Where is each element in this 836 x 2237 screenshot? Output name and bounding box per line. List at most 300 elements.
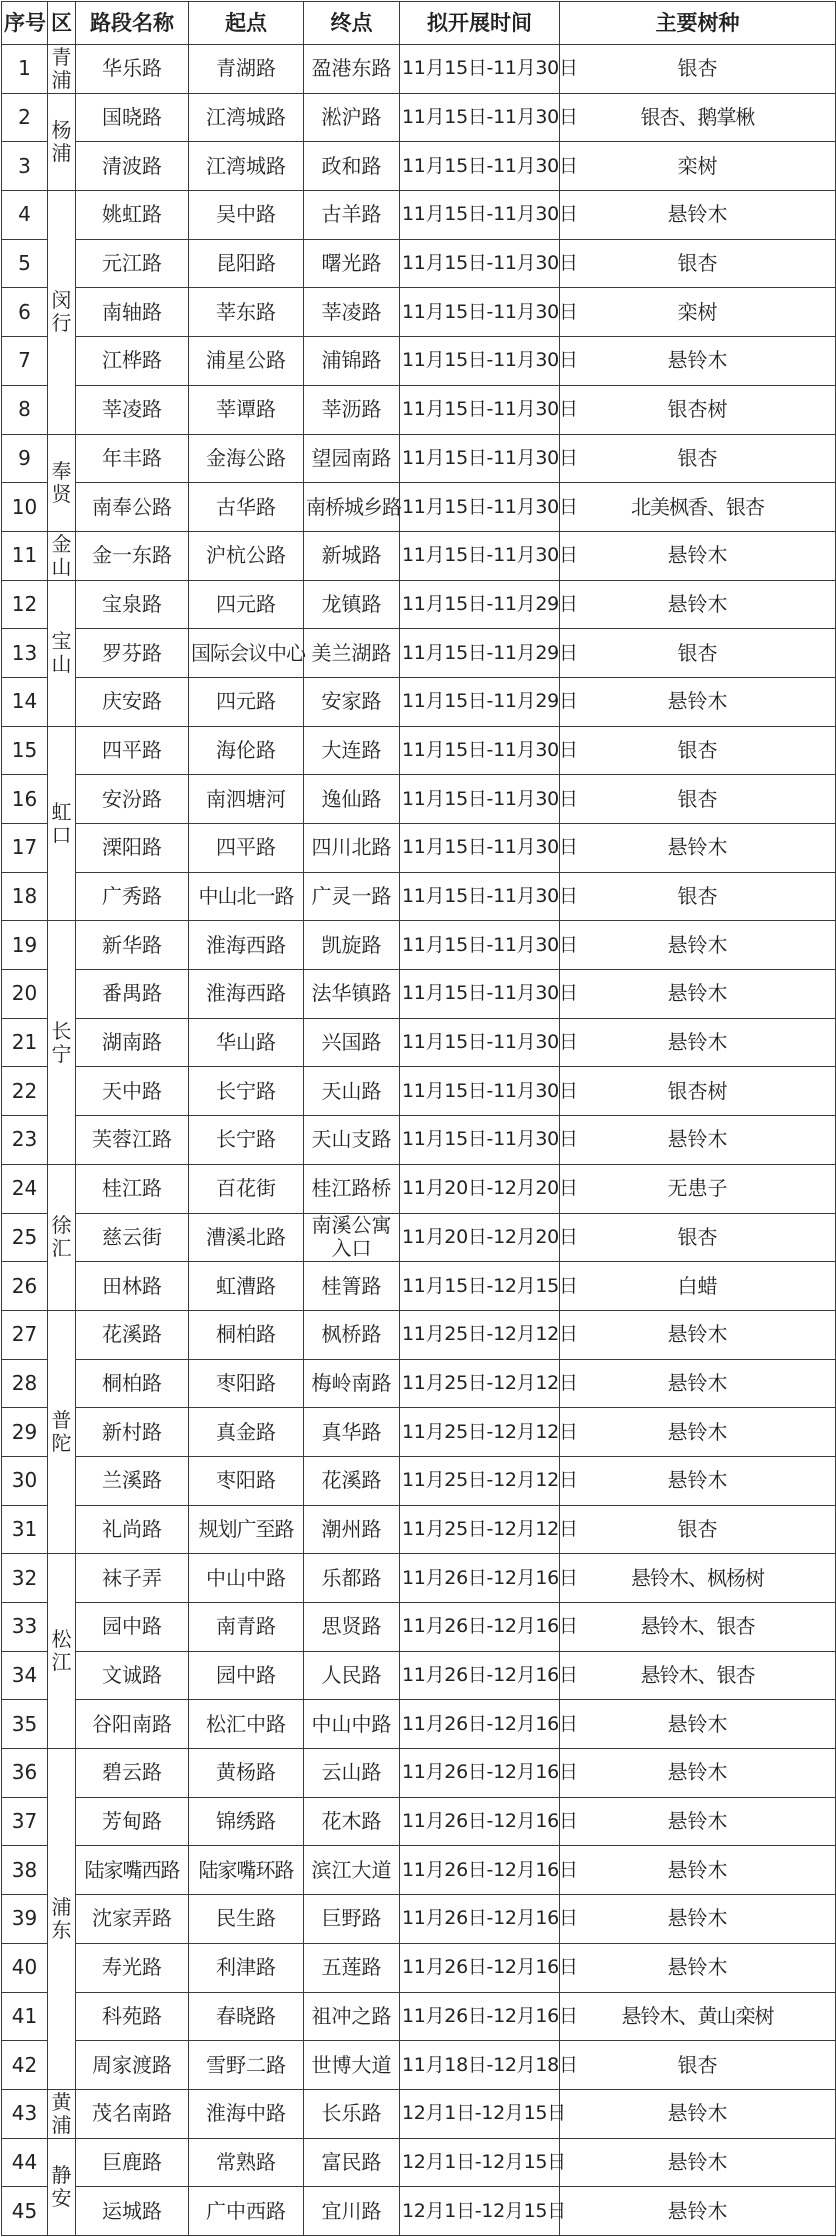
table-row [2, 726, 836, 775]
table-row [2, 1846, 836, 1895]
cell-planned-time: 11月26日-12月16日 [400, 1846, 560, 1895]
cell-planned-time: 12月1日-12月15日 [400, 2138, 560, 2187]
table-row [2, 191, 836, 240]
cell-tree-species: 银杏 [560, 726, 836, 775]
cell-tree-species: 悬铃木 [560, 337, 836, 386]
table-row [2, 2138, 836, 2187]
cell-planned-time: 11月26日-12月16日 [400, 1651, 560, 1700]
cell-end-point: 长乐路 [304, 2089, 400, 2138]
cell-road-name: 陆家嘴西路 [76, 1846, 189, 1895]
table-row [2, 45, 836, 94]
cell-district: 黄浦 [48, 2089, 76, 2138]
table-row [2, 2041, 836, 2090]
cell-start-point: 淮海西路 [189, 970, 304, 1019]
cell-planned-time: 11月25日-12月12日 [400, 1310, 560, 1359]
cell-road-name: 宝泉路 [76, 580, 189, 629]
cell-tree-species: 悬铃木 [560, 1943, 836, 1992]
table-row [2, 1310, 836, 1359]
cell-start-point: 桐柏路 [189, 1310, 304, 1359]
cell-index: 4 [2, 191, 48, 240]
cell-planned-time: 12月1日-12月15日 [400, 2089, 560, 2138]
cell-end-point: 大连路 [304, 726, 400, 775]
cell-district: 徐汇 [48, 1164, 76, 1310]
cell-planned-time: 11月15日-11月30日 [400, 1116, 560, 1165]
cell-tree-species: 悬铃木 [560, 2138, 836, 2187]
cell-tree-species: 悬铃木 [560, 1456, 836, 1505]
table-row [2, 1018, 836, 1067]
cell-index: 31 [2, 1505, 48, 1554]
tree-leaf-schedule-table [1, 1, 836, 2236]
table-row [2, 1164, 836, 1213]
cell-end-point: 兴国路 [304, 1018, 400, 1067]
cell-end-point: 南桥城乡路 [304, 483, 400, 532]
cell-road-name: 安汾路 [76, 775, 189, 824]
cell-planned-time: 11月26日-12月16日 [400, 1700, 560, 1749]
cell-planned-time: 11月18日-12月18日 [400, 2041, 560, 2090]
cell-planned-time: 11月15日-11月30日 [400, 93, 560, 142]
cell-start-point: 金海公路 [189, 434, 304, 483]
cell-index: 5 [2, 239, 48, 288]
cell-road-name: 寿光路 [76, 1943, 189, 1992]
cell-index: 36 [2, 1749, 48, 1798]
cell-road-name: 湖南路 [76, 1018, 189, 1067]
cell-district: 松江 [48, 1554, 76, 1749]
cell-district: 青浦 [48, 45, 76, 94]
cell-start-point: 雪野二路 [189, 2041, 304, 2090]
cell-tree-species: 悬铃木 [560, 2089, 836, 2138]
cell-tree-species: 银杏 [560, 872, 836, 921]
cell-start-point: 华山路 [189, 1018, 304, 1067]
cell-road-name: 礼尚路 [76, 1505, 189, 1554]
cell-index: 35 [2, 1700, 48, 1749]
table-row [2, 1067, 836, 1116]
table-row [2, 288, 836, 337]
cell-district: 静安 [48, 2138, 76, 2235]
cell-end-point: 曙光路 [304, 239, 400, 288]
cell-road-name: 芳甸路 [76, 1797, 189, 1846]
header-cell-planned-time: 拟开展时间 [400, 2, 560, 45]
cell-planned-time: 11月15日-11月30日 [400, 483, 560, 532]
cell-road-name: 元江路 [76, 239, 189, 288]
cell-road-name: 袜子弄 [76, 1554, 189, 1603]
cell-index: 30 [2, 1456, 48, 1505]
header-cell-end-point: 终点 [304, 2, 400, 45]
cell-index: 2 [2, 93, 48, 142]
cell-end-point: 滨江大道 [304, 1846, 400, 1895]
cell-tree-species: 悬铃木、黄山栾树 [560, 1992, 836, 2041]
cell-road-name: 溧阳路 [76, 824, 189, 873]
cell-start-point: 规划广至路 [189, 1505, 304, 1554]
cell-index: 37 [2, 1797, 48, 1846]
cell-tree-species: 悬铃木 [560, 1700, 836, 1749]
cell-district: 虹口 [48, 726, 76, 921]
table-row [2, 2187, 836, 2236]
cell-road-name: 花溪路 [76, 1310, 189, 1359]
cell-road-name: 沈家弄路 [76, 1895, 189, 1944]
cell-index: 39 [2, 1895, 48, 1944]
cell-start-point: 四平路 [189, 824, 304, 873]
cell-district: 长宁 [48, 921, 76, 1164]
cell-tree-species: 悬铃木 [560, 1749, 836, 1798]
cell-index: 40 [2, 1943, 48, 1992]
cell-tree-species: 银杏 [560, 775, 836, 824]
table-row [2, 1359, 836, 1408]
cell-start-point: 四元路 [189, 580, 304, 629]
cell-road-name: 天中路 [76, 1067, 189, 1116]
table-row [2, 872, 836, 921]
cell-end-point: 桂箐路 [304, 1262, 400, 1311]
cell-start-point: 长宁路 [189, 1116, 304, 1165]
table-row [2, 337, 836, 386]
cell-start-point: 淮海中路 [189, 2089, 304, 2138]
cell-road-name: 广秀路 [76, 872, 189, 921]
cell-tree-species: 银杏 [560, 45, 836, 94]
cell-index: 13 [2, 629, 48, 678]
cell-tree-species: 白蜡 [560, 1262, 836, 1311]
cell-index: 28 [2, 1359, 48, 1408]
cell-end-point: 富民路 [304, 2138, 400, 2187]
table-row [2, 1554, 836, 1603]
table-row [2, 629, 836, 678]
cell-start-point: 昆阳路 [189, 239, 304, 288]
table-row [2, 775, 836, 824]
cell-end-point: 乐都路 [304, 1554, 400, 1603]
cell-planned-time: 11月20日-12月20日 [400, 1213, 560, 1262]
cell-planned-time: 11月15日-11月29日 [400, 580, 560, 629]
cell-planned-time: 11月25日-12月12日 [400, 1359, 560, 1408]
table-row [2, 1408, 836, 1457]
table-row [2, 1116, 836, 1165]
cell-start-point: 四元路 [189, 677, 304, 726]
cell-end-point: 逸仙路 [304, 775, 400, 824]
cell-planned-time: 11月20日-12月20日 [400, 1164, 560, 1213]
cell-tree-species: 银杏 [560, 434, 836, 483]
cell-road-name: 兰溪路 [76, 1456, 189, 1505]
cell-start-point: 江湾城路 [189, 142, 304, 191]
cell-planned-time: 11月15日-11月30日 [400, 288, 560, 337]
cell-tree-species: 悬铃木 [560, 2187, 836, 2236]
cell-start-point: 莘东路 [189, 288, 304, 337]
cell-end-point: 广灵一路 [304, 872, 400, 921]
cell-index: 29 [2, 1408, 48, 1457]
cell-start-point: 陆家嘴环路 [189, 1846, 304, 1895]
cell-end-point: 南溪公寓入口 [304, 1213, 400, 1262]
cell-road-name: 谷阳南路 [76, 1700, 189, 1749]
table-row [2, 1992, 836, 2041]
cell-end-point: 世博大道 [304, 2041, 400, 2090]
cell-road-name: 新华路 [76, 921, 189, 970]
cell-start-point: 吴中路 [189, 191, 304, 240]
cell-index: 12 [2, 580, 48, 629]
cell-index: 7 [2, 337, 48, 386]
cell-road-name: 巨鹿路 [76, 2138, 189, 2187]
cell-start-point: 浦星公路 [189, 337, 304, 386]
cell-end-point: 美兰湖路 [304, 629, 400, 678]
cell-district: 普陀 [48, 1310, 76, 1553]
cell-index: 22 [2, 1067, 48, 1116]
cell-end-point: 淞沪路 [304, 93, 400, 142]
cell-start-point: 虹漕路 [189, 1262, 304, 1311]
cell-index: 27 [2, 1310, 48, 1359]
cell-tree-species: 悬铃木 [560, 921, 836, 970]
cell-planned-time: 11月26日-12月16日 [400, 1797, 560, 1846]
cell-end-point: 枫桥路 [304, 1310, 400, 1359]
cell-planned-time: 11月15日-11月30日 [400, 824, 560, 873]
cell-start-point: 沪杭公路 [189, 531, 304, 580]
cell-planned-time: 11月15日-11月30日 [400, 45, 560, 94]
table-row [2, 1895, 836, 1944]
table-body [2, 45, 836, 2236]
cell-start-point: 园中路 [189, 1651, 304, 1700]
cell-end-point: 真华路 [304, 1408, 400, 1457]
cell-tree-species: 银杏 [560, 2041, 836, 2090]
table-row [2, 1651, 836, 1700]
table-row [2, 1262, 836, 1311]
cell-planned-time: 11月15日-11月30日 [400, 1067, 560, 1116]
cell-tree-species: 悬铃木、银杏 [560, 1651, 836, 1700]
cell-index: 24 [2, 1164, 48, 1213]
cell-end-point: 桂江路桥 [304, 1164, 400, 1213]
table-row [2, 1456, 836, 1505]
cell-tree-species: 悬铃木 [560, 531, 836, 580]
cell-district: 宝山 [48, 580, 76, 726]
cell-start-point: 百花街 [189, 1164, 304, 1213]
cell-planned-time: 11月15日-11月30日 [400, 191, 560, 240]
cell-start-point: 南青路 [189, 1603, 304, 1652]
cell-start-point: 黄杨路 [189, 1749, 304, 1798]
cell-end-point: 中山中路 [304, 1700, 400, 1749]
cell-start-point: 常熟路 [189, 2138, 304, 2187]
cell-end-point: 梅岭南路 [304, 1359, 400, 1408]
cell-road-name: 芙蓉江路 [76, 1116, 189, 1165]
cell-district: 金山 [48, 531, 76, 580]
cell-index: 14 [2, 677, 48, 726]
cell-tree-species: 悬铃木、银杏 [560, 1603, 836, 1652]
cell-road-name: 华乐路 [76, 45, 189, 94]
cell-start-point: 国际会议中心 [189, 629, 304, 678]
cell-planned-time: 11月15日-11月30日 [400, 142, 560, 191]
cell-road-name: 番禺路 [76, 970, 189, 1019]
cell-end-point: 宜川路 [304, 2187, 400, 2236]
table-row [2, 385, 836, 434]
cell-tree-species: 悬铃木 [560, 824, 836, 873]
cell-start-point: 中山中路 [189, 1554, 304, 1603]
cell-road-name: 新村路 [76, 1408, 189, 1457]
cell-start-point: 枣阳路 [189, 1456, 304, 1505]
cell-road-name: 四平路 [76, 726, 189, 775]
cell-index: 42 [2, 2041, 48, 2090]
cell-tree-species: 悬铃木 [560, 191, 836, 240]
cell-planned-time: 11月26日-12月16日 [400, 1749, 560, 1798]
cell-road-name: 文诚路 [76, 1651, 189, 1700]
cell-road-name: 年丰路 [76, 434, 189, 483]
cell-end-point: 潮州路 [304, 1505, 400, 1554]
cell-road-name: 罗芬路 [76, 629, 189, 678]
cell-index: 41 [2, 1992, 48, 2041]
cell-start-point: 莘谭路 [189, 385, 304, 434]
cell-start-point: 民生路 [189, 1895, 304, 1944]
table-row [2, 677, 836, 726]
cell-planned-time: 11月15日-11月30日 [400, 337, 560, 386]
cell-tree-species: 银杏树 [560, 385, 836, 434]
cell-end-point: 花木路 [304, 1797, 400, 1846]
cell-tree-species: 悬铃木 [560, 1846, 836, 1895]
table-row [2, 824, 836, 873]
cell-index: 21 [2, 1018, 48, 1067]
cell-end-point: 祖冲之路 [304, 1992, 400, 2041]
cell-start-point: 长宁路 [189, 1067, 304, 1116]
table-row [2, 1603, 836, 1652]
table-row [2, 970, 836, 1019]
cell-start-point: 青湖路 [189, 45, 304, 94]
cell-tree-species: 北美枫香、银杏 [560, 483, 836, 532]
table-row [2, 483, 836, 532]
cell-tree-species: 银杏 [560, 629, 836, 678]
cell-end-point: 安家路 [304, 677, 400, 726]
table-row [2, 531, 836, 580]
cell-start-point: 南泗塘河 [189, 775, 304, 824]
table-row [2, 1505, 836, 1554]
cell-end-point: 天山支路 [304, 1116, 400, 1165]
cell-road-name: 科苑路 [76, 1992, 189, 2041]
cell-index: 45 [2, 2187, 48, 2236]
cell-planned-time: 11月15日-11月30日 [400, 434, 560, 483]
cell-index: 38 [2, 1846, 48, 1895]
cell-index: 6 [2, 288, 48, 337]
cell-start-point: 江湾城路 [189, 93, 304, 142]
cell-planned-time: 11月25日-12月12日 [400, 1456, 560, 1505]
cell-tree-species: 悬铃木 [560, 1359, 836, 1408]
cell-end-point: 政和路 [304, 142, 400, 191]
cell-road-name: 桂江路 [76, 1164, 189, 1213]
cell-index: 19 [2, 921, 48, 970]
cell-tree-species: 无患子 [560, 1164, 836, 1213]
cell-road-name: 姚虹路 [76, 191, 189, 240]
cell-road-name: 茂名南路 [76, 2089, 189, 2138]
cell-planned-time: 11月26日-12月16日 [400, 1895, 560, 1944]
cell-road-name: 桐柏路 [76, 1359, 189, 1408]
header-cell-tree-species: 主要树种 [560, 2, 836, 45]
cell-index: 34 [2, 1651, 48, 1700]
header-cell-index: 序号 [2, 2, 48, 45]
cell-start-point: 松汇中路 [189, 1700, 304, 1749]
table-row [2, 434, 836, 483]
cell-index: 17 [2, 824, 48, 873]
table-row [2, 239, 836, 288]
table-header-row [2, 2, 836, 45]
cell-planned-time: 11月26日-12月16日 [400, 1603, 560, 1652]
cell-planned-time: 11月15日-11月30日 [400, 970, 560, 1019]
cell-end-point: 五莲路 [304, 1943, 400, 1992]
table-row [2, 1749, 836, 1798]
cell-tree-species: 悬铃木 [560, 1310, 836, 1359]
cell-tree-species: 银杏 [560, 1505, 836, 1554]
cell-end-point: 人民路 [304, 1651, 400, 1700]
cell-planned-time: 11月25日-12月12日 [400, 1408, 560, 1457]
cell-district: 奉贤 [48, 434, 76, 531]
table-row [2, 93, 836, 142]
cell-end-point: 天山路 [304, 1067, 400, 1116]
table-row [2, 2089, 836, 2138]
cell-district: 浦东 [48, 1749, 76, 2090]
cell-planned-time: 11月15日-11月30日 [400, 775, 560, 824]
cell-end-point: 莘沥路 [304, 385, 400, 434]
cell-planned-time: 11月15日-11月30日 [400, 385, 560, 434]
cell-end-point: 古羊路 [304, 191, 400, 240]
cell-tree-species: 悬铃木 [560, 1018, 836, 1067]
cell-tree-species: 悬铃木 [560, 1797, 836, 1846]
cell-tree-species: 栾树 [560, 142, 836, 191]
cell-road-name: 金一东路 [76, 531, 189, 580]
cell-planned-time: 11月15日-11月30日 [400, 1018, 560, 1067]
cell-district: 闵行 [48, 191, 76, 434]
cell-start-point: 广中西路 [189, 2187, 304, 2236]
cell-start-point: 真金路 [189, 1408, 304, 1457]
cell-end-point: 法华镇路 [304, 970, 400, 1019]
cell-end-point: 盈港东路 [304, 45, 400, 94]
cell-tree-species: 栾树 [560, 288, 836, 337]
cell-planned-time: 11月15日-11月30日 [400, 726, 560, 775]
cell-planned-time: 11月15日-11月30日 [400, 921, 560, 970]
cell-index: 32 [2, 1554, 48, 1603]
cell-road-name: 清波路 [76, 142, 189, 191]
cell-index: 15 [2, 726, 48, 775]
cell-start-point: 中山北一路 [189, 872, 304, 921]
cell-index: 20 [2, 970, 48, 1019]
cell-index: 10 [2, 483, 48, 532]
cell-tree-species: 悬铃木 [560, 677, 836, 726]
header-cell-district: 区 [48, 2, 76, 45]
cell-district: 杨浦 [48, 93, 76, 190]
cell-index: 25 [2, 1213, 48, 1262]
cell-road-name: 慈云街 [76, 1213, 189, 1262]
cell-start-point: 古华路 [189, 483, 304, 532]
cell-road-name: 南轴路 [76, 288, 189, 337]
cell-end-point: 望园南路 [304, 434, 400, 483]
cell-end-point: 浦锦路 [304, 337, 400, 386]
table-row [2, 1797, 836, 1846]
cell-planned-time: 11月15日-11月29日 [400, 629, 560, 678]
table-row [2, 1700, 836, 1749]
cell-start-point: 枣阳路 [189, 1359, 304, 1408]
cell-planned-time: 11月26日-12月16日 [400, 1943, 560, 1992]
cell-tree-species: 银杏树 [560, 1067, 836, 1116]
cell-planned-time: 11月26日-12月16日 [400, 1992, 560, 2041]
cell-road-name: 莘凌路 [76, 385, 189, 434]
cell-end-point: 四川北路 [304, 824, 400, 873]
cell-end-point: 思贤路 [304, 1603, 400, 1652]
cell-tree-species: 悬铃木 [560, 1408, 836, 1457]
cell-end-point: 花溪路 [304, 1456, 400, 1505]
cell-index: 23 [2, 1116, 48, 1165]
cell-tree-species: 银杏、鹅掌楸 [560, 93, 836, 142]
cell-start-point: 锦绣路 [189, 1797, 304, 1846]
cell-index: 3 [2, 142, 48, 191]
cell-index: 8 [2, 385, 48, 434]
table-row [2, 580, 836, 629]
cell-road-name: 周家渡路 [76, 2041, 189, 2090]
cell-end-point: 龙镇路 [304, 580, 400, 629]
cell-road-name: 江桦路 [76, 337, 189, 386]
cell-tree-species: 银杏 [560, 1213, 836, 1262]
cell-planned-time: 11月15日-11月29日 [400, 677, 560, 726]
header-cell-start-point: 起点 [189, 2, 304, 45]
cell-start-point: 淮海西路 [189, 921, 304, 970]
cell-planned-time: 11月15日-12月15日 [400, 1262, 560, 1311]
cell-index: 26 [2, 1262, 48, 1311]
cell-index: 18 [2, 872, 48, 921]
cell-road-name: 园中路 [76, 1603, 189, 1652]
